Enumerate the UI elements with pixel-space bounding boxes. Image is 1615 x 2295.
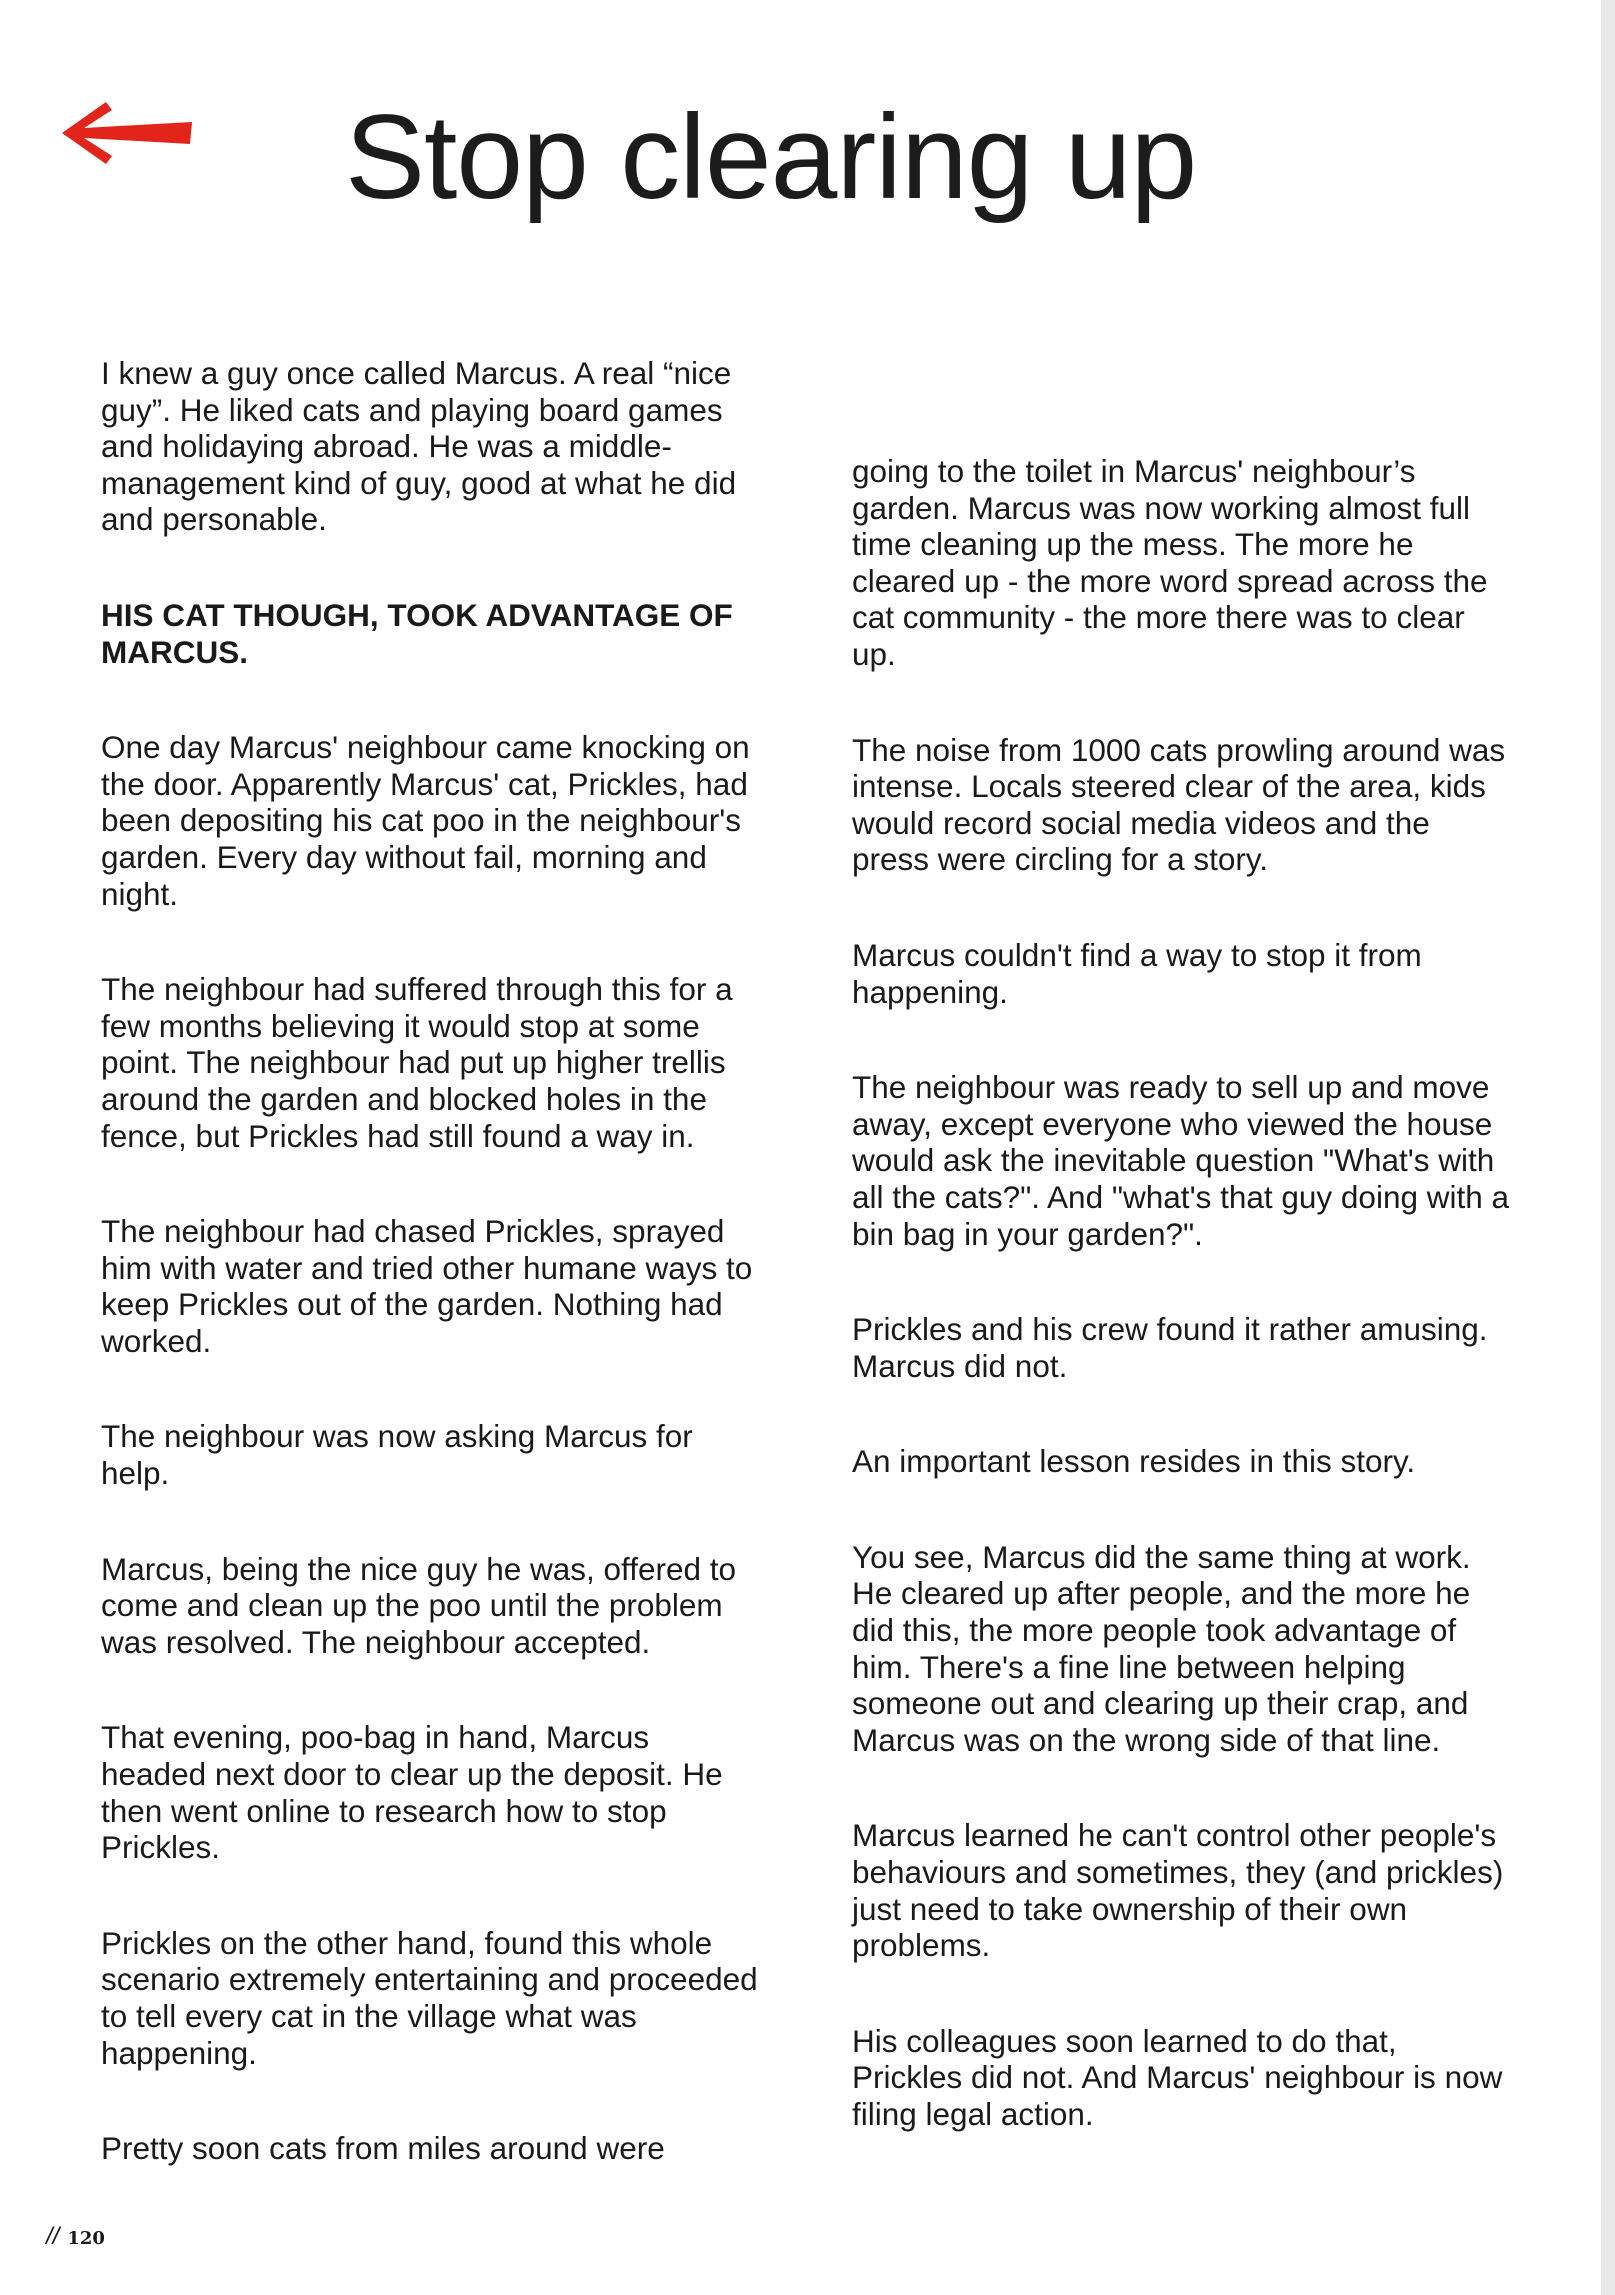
page-edge [1601, 0, 1615, 2295]
article-column-right [852, 453, 1512, 2192]
article-paragraph: I knew a guy once called Marcus. A real “nice guy”. He liked cats and playing board games and holidaying abroad. He was a middle-management kind of guy, good at what he did and personable. [101, 355, 737, 538]
arrow-left-glyph [62, 100, 194, 166]
page-number: 120 [67, 2228, 105, 2249]
article-paragraph: Pretty soon cats from miles around were [101, 2130, 665, 2167]
article-paragraph: One day Marcus' neighbour came knocking on the door. Apparently Marcus' cat, Prickles, had been depositing his cat poo in the neighbour's garden. Every day without fail, morning and night. [101, 729, 750, 912]
article-paragraph: Prickles on the other hand, found this whole scenario extremely entertaining and proceeded to tell every cat in the village what was happening. [101, 1924, 758, 2071]
arrow-left-icon[interactable] [62, 100, 194, 166]
article-paragraph: Marcus learned he can't control other people's behaviours and sometimes, they (and prickles) just need to take ownership of their own problems. [852, 1817, 1504, 1964]
article-paragraph: The noise from 1000 cats prowling around was intense. Locals steered clear of the area, kids would record social media videos and the press were circling for a story. [852, 731, 1506, 878]
page-title: Stop clearing up [345, 90, 1197, 224]
article-paragraph: An important lesson resides in this story. [852, 1443, 1416, 1480]
folio-slashes: // [46, 2223, 60, 2250]
article-paragraph: You see, Marcus did the same thing at work. He cleared up after people, and the more he did this, the more people took advantage of him. There's a fine line between helping someone out and clearing up their crap, and Marcus was on the wrong side of that line. [852, 1538, 1471, 1758]
section-heading: HIS CAT THOUGH, TOOK ADVANTAGE OF MARCUS. [101, 596, 733, 670]
article-paragraph: going to the toilet in Marcus' neighbour’s garden. Marcus was now working almost full time cleaning up the mess. The more he cleared up - the more word spread across the cat community - the more there was to clear up. [852, 453, 1488, 672]
article-paragraph: The neighbour had suffered through this for a few months believing it would stop at some point. The neighbour had put up higher trellis around the garden and blocked holes in the fence, but Prickles had still found a way in. [101, 971, 733, 1154]
article-paragraph: Marcus couldn't find a way to stop it from happening. [852, 936, 1422, 1010]
article-column-left [101, 355, 761, 2226]
article-paragraph: The neighbour was ready to sell up and move away, except everyone who viewed the house would ask the inevitable question "What's with all the cats?". And "what's that guy doing with a bin bag in your garden?". [852, 1069, 1510, 1252]
page-folio [46, 2222, 105, 2254]
article-paragraph: The neighbour had chased Prickles, sprayed him with water and tried other humane ways to keep Prickles out of the garden. Nothing had worked. [101, 1213, 753, 1359]
article-paragraph: His colleagues soon learned to do that, Prickles did not. And Marcus' neighbour is now filing legal action. [852, 2022, 1503, 2132]
article-paragraph: That evening, poo-bag in hand, Marcus headed next door to clear up the deposit. He then went online to research how to stop Prickles. [101, 1719, 723, 1866]
article-paragraph: The neighbour was now asking Marcus for help. [101, 1418, 693, 1492]
article-paragraph: Prickles and his crew found it rather amusing. Marcus did not. [852, 1311, 1488, 1384]
article-paragraph: Marcus, being the nice guy he was, offered to come and clean up the poo until the problem was resolved. The neighbour accepted. [101, 1550, 737, 1660]
